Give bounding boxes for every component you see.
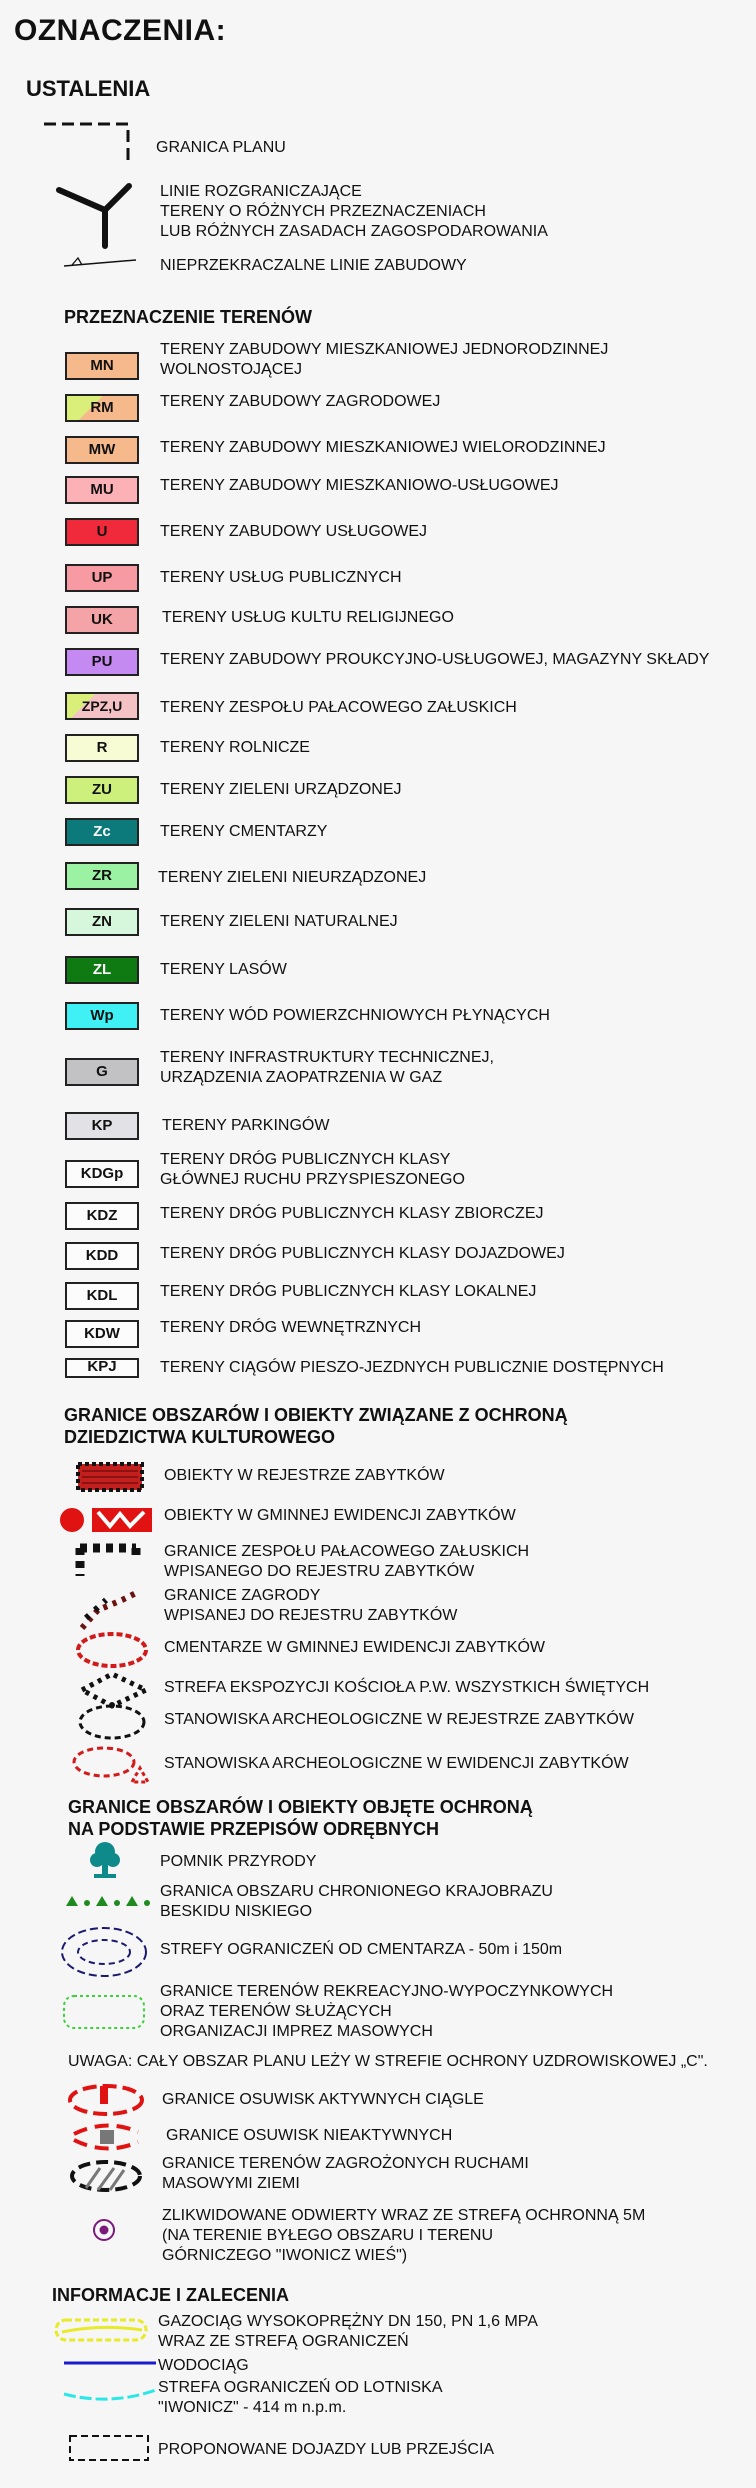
cemetery-restriction-zone-symbol — [58, 1924, 158, 1980]
section-przeznaczenie: PRZEZNACZENIE TERENÓW — [64, 307, 313, 327]
zone-box-kdd: KDD — [65, 1242, 139, 1270]
hazard-label-ruchy-masowe: GRANICE TERENÓW ZAGROŻONYCH RUCHAMI MASOWYMI ZIEMI — [162, 2155, 529, 2192]
uzdrowisko-note: UWAGA: CAŁY OBSZAR PLANU LEŻY W STREFIE OCHRONY UZDROWISKOWEJ „C". — [68, 2053, 708, 2070]
recreation-area-boundary-symbol — [60, 1992, 150, 2032]
zone-box-kdw: KDW — [65, 1320, 139, 1348]
building-line-symbol — [60, 252, 140, 272]
zone-box-r: R — [65, 734, 139, 762]
heritage-evidence-symbol — [58, 1504, 158, 1536]
heritage-label-kosciol: STREFA EKSPOZYCJI KOŚCIOŁA P.W. WSZYSTKICH ŚWIĘTYCH — [164, 1679, 650, 1696]
zone-box-zc: Zc — [65, 818, 139, 846]
protected-label-cmentarz-strefy: STREFY OGRANICZEŃ OD CMENTARZA - 50m i 150m — [160, 1941, 563, 1958]
zone-box-mw: MW — [65, 436, 139, 464]
zone-label-r: TERENY ROLNICZE — [160, 739, 310, 756]
plan-boundary-symbol — [40, 118, 140, 168]
zone-label-kp: TERENY PARKINGÓW — [162, 1117, 330, 1134]
zone-box-rm: RM — [65, 394, 139, 422]
gas-pipeline-symbol — [52, 2316, 152, 2346]
zone-label-kdz: TERENY DRÓG PUBLICZNYCH KLASY ZBIORCZEJ — [160, 1205, 544, 1222]
section-informacje: INFORMACJE I ZALECENIA — [52, 2285, 290, 2305]
palace-complex-boundary-symbol — [76, 1540, 156, 1582]
zone-label-zu: TERENY ZIELENI URZĄDZONEJ — [160, 781, 402, 798]
protected-label-rekreacja: GRANICE TERENÓW REKREACYJNO-WYPOCZYNKOWYCH ORAZ TERENÓW SŁUŻĄCYCH ORGANIZACJI IMPREZ MASOWYCH — [160, 1983, 614, 2040]
zone-label-uk: TERENY USŁUG KULTU RELIGIJNEGO — [162, 609, 454, 626]
zone-box-kp: KP — [65, 1112, 139, 1140]
zone-label-zc: TERENY CMENTARZY — [160, 823, 328, 840]
info-label-lotnisko: STREFA OGRANICZEŃ OD LOTNISKA "IWONICZ" - 414 m n.p.m. — [158, 2379, 443, 2416]
heritage-label-arch-ewidencja: STANOWISKA ARCHEOLOGICZNE W EWIDENCJI ZABYTKÓW — [164, 1755, 629, 1772]
archaeology-register-symbol — [76, 1700, 156, 1744]
zone-box-kpj: KPJ — [65, 1358, 139, 1378]
zone-label-pu: TERENY ZABUDOWY PROUKCYJNO-USŁUGOWEJ, MAGAZYNY SKŁADY — [160, 651, 710, 668]
zone-box-zl: ZL — [65, 956, 139, 984]
zone-box-mu: MU — [65, 476, 139, 504]
zone-box-kdz: KDZ — [65, 1202, 139, 1230]
legend-label-granica-planu: GRANICA PLANU — [156, 139, 286, 156]
zone-label-zpzu: TERENY ZESPOŁU PAŁACOWEGO ZAŁUSKICH — [160, 699, 517, 716]
heritage-label-zagroda: GRANICE ZAGRODY WPISANEJ DO REJESTRU ZABYTKÓW — [164, 1587, 458, 1624]
cemetery-heritage-symbol — [76, 1630, 156, 1670]
info-label-wodociag: WODOCIĄG — [158, 2357, 249, 2374]
zone-box-u: U — [65, 518, 139, 546]
zone-label-zl: TERENY LASÓW — [160, 961, 287, 978]
zone-box-pu: PU — [65, 648, 139, 676]
zone-label-mu: TERENY ZABUDOWY MIESZKANIOWO-USŁUGOWEJ — [160, 477, 559, 494]
tree-icon — [88, 1840, 122, 1882]
heritage-label-palac: GRANICE ZESPOŁU PAŁACOWEGO ZAŁUSKICH WPISANEGO DO REJESTRU ZABYTKÓW — [164, 1543, 530, 1580]
hazard-label-nieaktywne: GRANICE OSUWISK NIEAKTYWNYCH — [166, 2127, 453, 2144]
zone-label-zn: TERENY ZIELENI NATURALNEJ — [160, 913, 398, 930]
inactive-landslide-symbol — [66, 2114, 156, 2158]
zone-box-kdgp: KDGp — [65, 1160, 139, 1188]
info-label-dojazdy: PROPONOWANE DOJAZDY LUB PRZEJŚCIA — [158, 2441, 495, 2458]
zone-label-g: TERENY INFRASTRUKTURY TECHNICZNEJ, URZĄDZENIA ZAOPATRZENIA W GAZ — [160, 1049, 494, 1086]
hazard-label-odwierty: ZLIKWIDOWANE ODWIERTY WRAZ ZE STREFĄ OCHRONNĄ 5M (NA TERENIE BYŁEGO OBSZARU I TERENU GÓRNICZEGO "IWONICZ WIEŚ") — [162, 2207, 646, 2264]
mass-movement-zone-symbol — [66, 2154, 156, 2198]
zone-box-mn: MN — [65, 352, 139, 380]
zone-box-g: G — [65, 1058, 139, 1086]
zone-label-kpj: TERENY CIĄGÓW PIESZO-JEZDNYCH PUBLICZNIE DOSTĘPNYCH — [160, 1359, 664, 1376]
zone-box-zn: ZN — [65, 908, 139, 936]
airport-zone-symbol — [60, 2378, 160, 2408]
zone-label-kdd: TERENY DRÓG PUBLICZNYCH KLASY DOJAZDOWEJ — [160, 1245, 565, 1262]
zone-box-uk: UK — [65, 606, 139, 634]
heritage-label-cmentarze: CMENTARZE W GMINNEJ EWIDENCJI ZABYTKÓW — [164, 1639, 546, 1656]
zone-label-kdgp: TERENY DRÓG PUBLICZNYCH KLASY GŁÓWNEJ RUCHU PRZYSPIESZONEGO — [160, 1151, 465, 1188]
zone-label-kdw: TERENY DRÓG WEWNĘTRZNYCH — [160, 1319, 422, 1336]
proposed-access-symbol — [66, 2432, 156, 2466]
zone-box-zpzu: ZPZ,U — [65, 692, 139, 720]
heritage-label-rejestr: OBIEKTY W REJESTRZE ZABYTKÓW — [164, 1467, 445, 1484]
farmstead-boundary-symbol — [76, 1588, 156, 1632]
zone-box-zu: ZU — [65, 776, 139, 804]
legend-label-linie-rozgraniczajace: LINIE ROZGRANICZAJĄCE TERENY O RÓŻNYCH PRZEZNACZENIACH LUB RÓŻNYCH ZASADACH ZAGOSPODAROWANIA — [160, 183, 548, 240]
zone-label-mn: TERENY ZABUDOWY MIESZKANIOWEJ JEDNORODZINNEJ WOLNOSTOJĄCEJ — [160, 341, 609, 378]
zone-label-zr: TERENY ZIELENI NIEURZĄDZONEJ — [158, 869, 427, 886]
heritage-label-arch-rejestr: STANOWISKA ARCHEOLOGICZNE W REJESTRZE ZABYTKÓW — [164, 1711, 634, 1728]
section-dziedzictwo: GRANICE OBSZARÓW I OBIEKTY ZWIĄZANE Z OCHRONĄ DZIEDZICTWA KULTUROWEGO — [64, 1405, 568, 1447]
hazard-label-aktywne: GRANICE OSUWISK AKTYWNYCH CIĄGLE — [162, 2091, 484, 2108]
zone-label-u: TERENY ZABUDOWY USŁUGOWEJ — [160, 523, 427, 540]
wellhead-icon — [92, 2218, 118, 2244]
zone-label-up: TERENY USŁUG PUBLICZNYCH — [160, 569, 402, 586]
zone-box-up: UP — [65, 564, 139, 592]
archaeology-evidence-symbol — [70, 1742, 160, 1788]
zone-box-zr: ZR — [65, 862, 139, 890]
zone-label-rm: TERENY ZABUDOWY ZAGRODOWEJ — [160, 393, 441, 410]
heritage-label-ewidencja: OBIEKTY W GMINNEJ EWIDENCJI ZABYTKÓW — [164, 1507, 516, 1524]
info-label-gazociag: GAZOCIĄG WYSOKOPRĘŻNY DN 150, PN 1,6 MPA WRAZ ZE STREFĄ OGRANICZEŃ — [158, 2313, 538, 2350]
protected-label-krajobraz: GRANICA OBSZARU CHRONIONEGO KRAJOBRAZU BESKIDU NISKIEGO — [160, 1883, 553, 1920]
heritage-register-symbol — [76, 1462, 146, 1492]
section-odrebne: GRANICE OBSZARÓW I OBIEKTY OBJĘTE OCHRONĄ NA PODSTAWIE PRZEPISÓW ODRĘBNYCH — [68, 1797, 533, 1839]
zone-label-wp: TERENY WÓD POWIERZCHNIOWYCH PŁYNĄCYCH — [160, 1007, 550, 1024]
section-ustalenia: USTALENIA — [26, 76, 151, 101]
protected-label-pomnik: POMNIK PRZYRODY — [160, 1853, 317, 1870]
zone-label-mw: TERENY ZABUDOWY MIESZKANIOWEJ WIELORODZINNEJ — [160, 439, 606, 456]
page-title: OZNACZENIA: — [14, 14, 227, 47]
landscape-area-boundary-symbol — [62, 1890, 162, 1910]
legend-label-linie-zabudowy: NIEPRZEKRACZALNE LINIE ZABUDOWY — [160, 257, 467, 274]
zone-box-wp: Wp — [65, 1002, 139, 1030]
water-pipe-symbol — [60, 2358, 160, 2368]
boundary-lines-symbol — [55, 180, 135, 250]
zone-box-kdl: KDL — [65, 1282, 139, 1310]
zone-label-kdl: TERENY DRÓG PUBLICZNYCH KLASY LOKALNEJ — [160, 1283, 537, 1300]
